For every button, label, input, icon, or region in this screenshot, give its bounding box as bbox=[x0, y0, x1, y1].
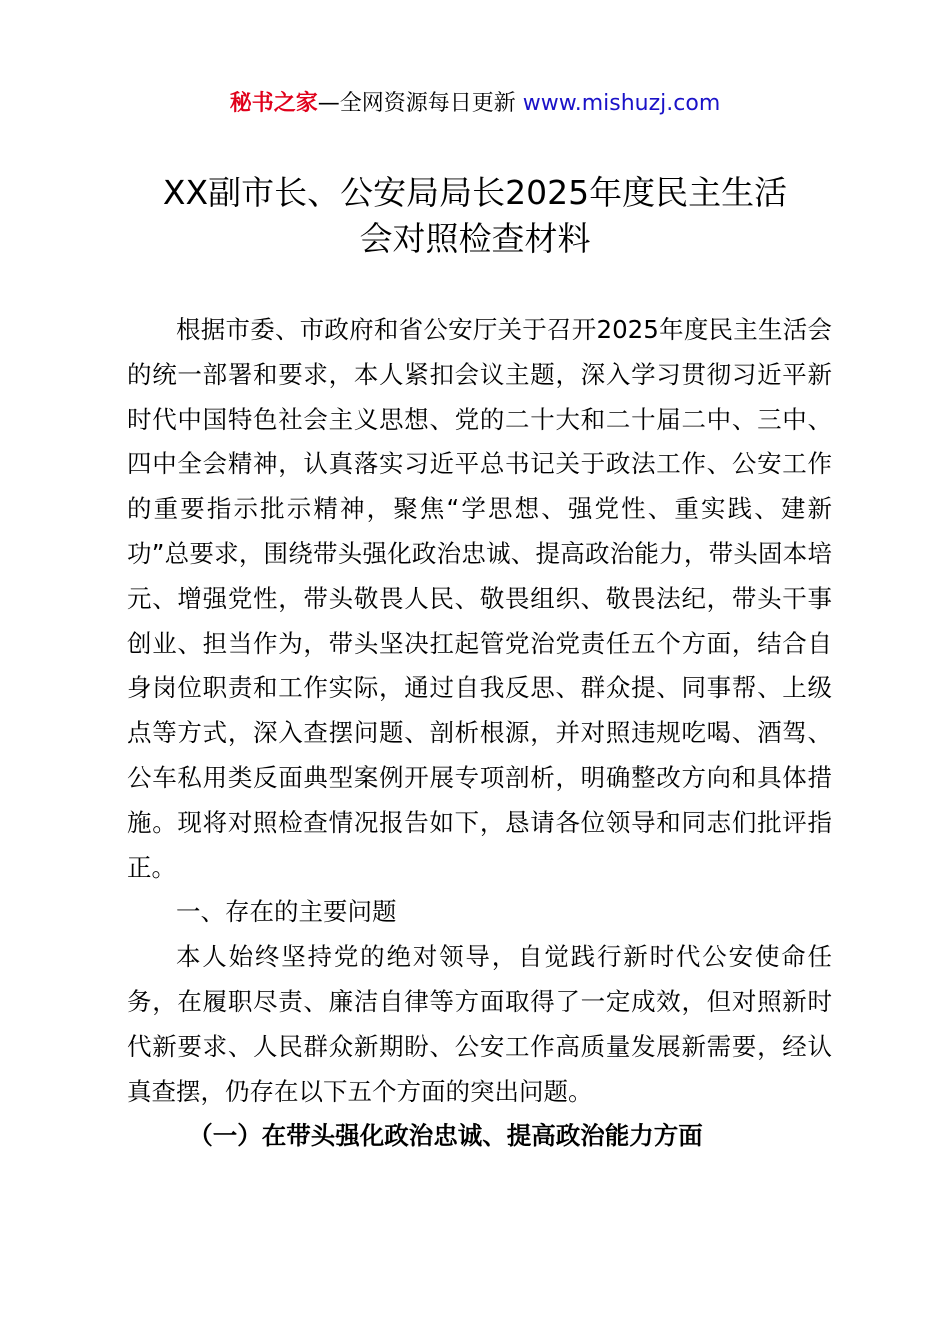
section-paragraph: 本人始终坚持党的绝对领导，自觉践行新时代公安使命任务，在履职尽责、廉洁自律等方面取得了一定成效，但对照新时代新要求、人民群众新期盼、公安工作高质量发展新需要，经认真查摆，仍存在以下五个方面的突出问题。 bbox=[127, 942, 832, 1106]
site-header bbox=[0, 88, 950, 120]
site-url-link[interactable]: www.mishuzj.com bbox=[522, 91, 721, 116]
title-line-2: 会对照检查材料 bbox=[359, 219, 591, 258]
section-heading: 一、存在的主要问题 bbox=[176, 897, 397, 927]
document-body bbox=[127, 308, 832, 1159]
brand-name: 秘书之家 bbox=[229, 91, 318, 116]
subsection-heading: （一）在带头强化政治忠诚、提高政治能力方面 bbox=[188, 1121, 703, 1151]
header-tagline: —全网资源每日更新 bbox=[317, 91, 516, 116]
intro-paragraph: 根据市委、市政府和省公安厅关于召开2025年度民主生活会的统一部署和要求，本人紧扣会议主题，深入学习贯彻习近平新时代中国特色社会主义思想、党的二十大和二十届二中、三中、四中全会精神，认真落实习近平总书记关于政法工作、公安工作的重要指示批示精神，聚焦“学思想、强党性、重实践、建新功”总要求，围绕带头强化政治忠诚、提高政治能力，带头固本培元、增强党性，带头敬畏人民、敬畏组织、敬畏法纪，带头干事创业、担当作为，带头坚决扛起管党治党责任五个方面，结合自身岗位职责和工作实际，通过自我反思、群众提、同事帮、上级点等方式，深入查摆问题、剖析根源，并对照违规吃喝、酒驾、公车私用类反面典型案例开展专项剖析，明确整改方向和具体措施。现将对照检查情况报告如下，恳请各位领导和同志们批评指正。 bbox=[127, 315, 832, 882]
document-title bbox=[100, 170, 850, 262]
title-line-1: XX副市长、公安局局长2025年度民主生活 bbox=[162, 173, 788, 212]
